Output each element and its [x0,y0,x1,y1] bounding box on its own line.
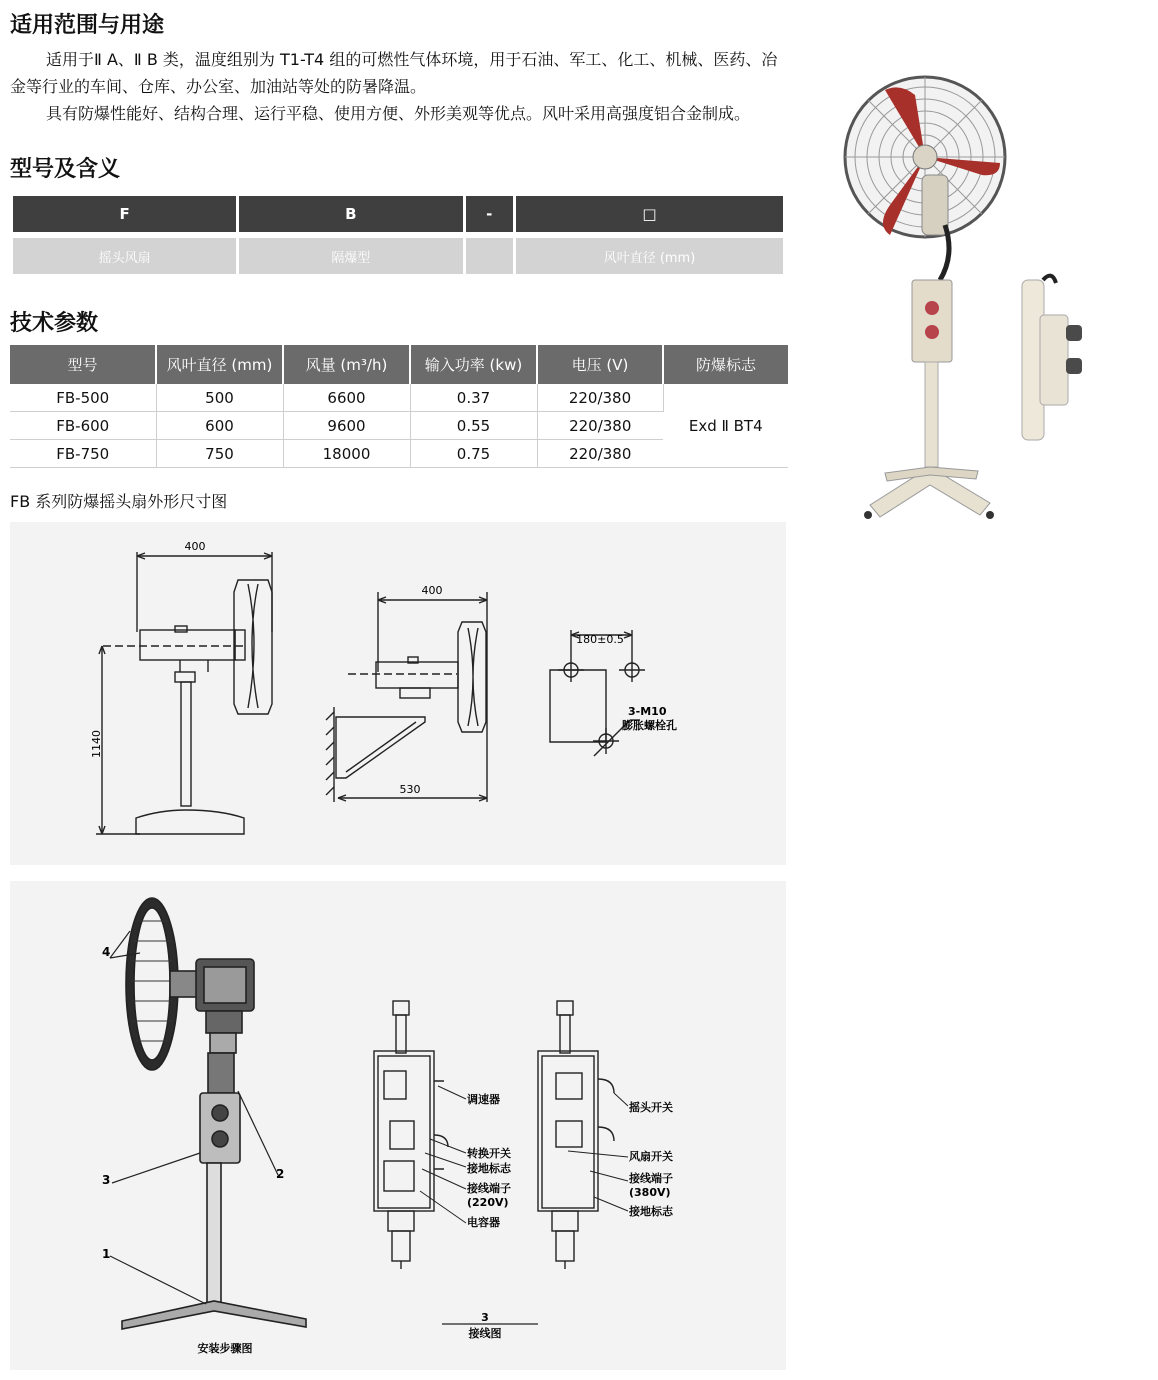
scope-paragraph-2: 具有防爆性能好、结构合理、运行平稳、使用方便、外形美观等优点。风叶采用高强度铝合金制成。 [46,104,751,123]
model-meaning-b: 隔爆型 [239,238,462,274]
callout-1: 1 [102,1247,111,1261]
parameter-table [10,345,788,468]
product-photo [830,75,1130,535]
label-terminal-a: 接线端子 [467,1182,511,1195]
control-box-icon [912,280,952,362]
cell: 500 [156,384,283,412]
model-meaning-size: 风叶直径 (mm) [516,238,783,274]
cell: 220/380 [537,384,663,412]
label-capacitor: 电容器 [467,1216,500,1229]
dim-holes: 180±0.5 [576,633,624,646]
cell: 220/380 [537,412,663,440]
callout-2: 2 [276,1167,285,1181]
assembly-drawing [10,881,786,1370]
cell: 750 [156,440,283,468]
bolt-label-2: 膨胀螺栓孔 [622,719,677,732]
dimension-drawing-caption: FB 系列防爆摇头扇外形尺寸图 [10,492,228,511]
cell: 600 [156,412,283,440]
cell: 220/380 [537,440,663,468]
cell: FB-750 [10,440,156,468]
parameter-header-row [10,345,788,384]
cell: 0.55 [410,412,537,440]
label-220v: (220V) [467,1196,509,1209]
callout-4: 4 [102,945,111,959]
cell: 9600 [283,412,410,440]
wiring-number: 3 [481,1311,489,1324]
dimension-drawing-panel [10,522,786,865]
model-meaning-f: 摇头风扇 [13,238,236,274]
label-fan-switch: 风扇开关 [629,1150,673,1163]
cell: FB-600 [10,412,156,440]
model-code-dash: - [466,196,513,232]
cell: 6600 [283,384,410,412]
model-meaning-table [10,196,786,274]
dim-height: 1140 [90,730,103,758]
cell: 18000 [283,440,410,468]
label-selector-switch: 转换开关 [467,1147,511,1160]
label-ground-mark-a: 接地标志 [467,1162,511,1175]
dim-width-a: 400 [184,540,206,553]
section-title-params: 技术参数 [10,311,99,336]
cell: FB-500 [10,384,156,412]
table-row [10,384,788,412]
section-title-model: 型号及含义 [10,157,121,182]
label-terminal-b: 接线端子 [629,1172,673,1185]
install-caption: 安装步骤图 [197,1342,253,1355]
col-airflow: 风量 (m³/h) [283,345,410,384]
col-diameter: 风叶直径 (mm) [156,345,283,384]
bolt-label-1: 3-M10 [628,705,667,718]
wiring-caption: 接线图 [468,1327,502,1340]
scope-paragraph-1: 适用于Ⅱ A、Ⅱ B 类，温度组别为 T1-T4 组的可燃性气体环境，用于石油、军工、化工、机械、医药、冶金等行业的车间、仓库、办公室、加油站等处的防暑降温。 [10,50,778,96]
model-code-b: B [239,196,462,232]
cell: 0.75 [410,440,537,468]
ex-mark-cell: Exd Ⅱ BT4 [663,384,788,468]
model-code-size: □ [516,196,783,232]
col-model: 型号 [10,345,156,384]
label-380v: (380V) [629,1186,671,1199]
col-power: 输入功率 (kw) [410,345,537,384]
dim-width-b: 400 [421,584,443,597]
model-meaning-dash [466,238,513,274]
callout-3: 3 [102,1173,111,1187]
cell: 0.37 [410,384,537,412]
label-ground-mark-b: 接地标志 [629,1205,673,1218]
assembly-drawing-panel [10,881,786,1370]
model-code-f: F [13,196,236,232]
dimension-drawing [10,522,786,865]
label-speed-controller: 调速器 [467,1093,500,1106]
section-title-scope: 适用范围与用途 [10,13,165,38]
col-ex-mark: 防爆标志 [663,345,788,384]
dim-wall: 530 [399,783,421,796]
label-oscillation-switch: 摇头开关 [629,1101,673,1114]
col-voltage: 电压 (V) [537,345,663,384]
